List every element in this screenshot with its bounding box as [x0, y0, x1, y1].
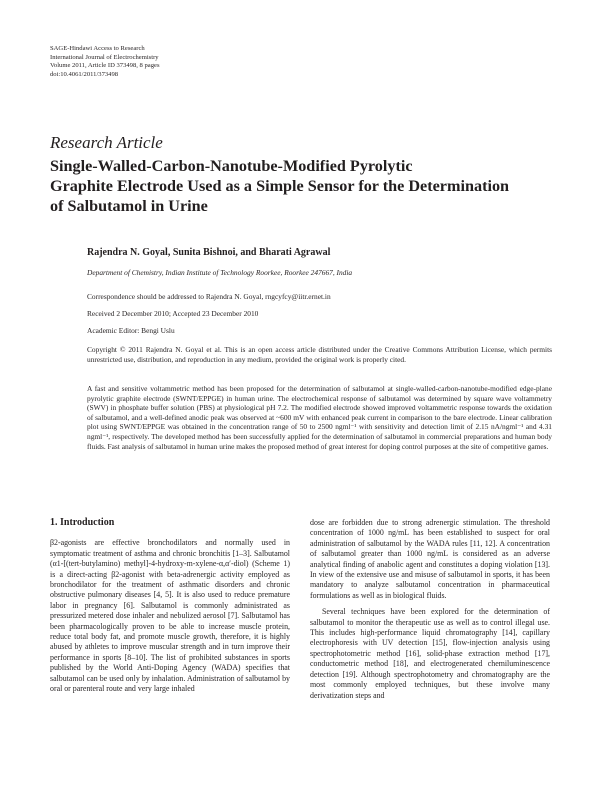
academic-editor: Academic Editor: Bengi Uslu — [87, 326, 175, 335]
copyright-notice: Copyright © 2011 Rajendra N. Goyal et al. This is an open access article distributed under the Creative Commons Attribution License, which permits unrestricted use, distribution, and reproduction in any medium, provided the original work is properly cited. — [87, 345, 552, 364]
header-journal: International Journal of Electrochemistry — [50, 53, 159, 61]
correspondence: Correspondence should be addressed to Rajendra N. Goyal, rngcyfcy@iitr.ernet.in — [87, 292, 331, 301]
header-publisher: SAGE-Hindawi Access to Research — [50, 45, 145, 52]
section-heading: 1. Introduction — [50, 517, 115, 528]
article-type-label: Research Article — [50, 133, 163, 152]
title-line: of Salbutamol in Urine — [50, 197, 208, 215]
right-column — [310, 518, 550, 701]
body-paragraph: dose are forbidden due to strong adrenergic stimulation. The threshold concentration of 1000 ng/mL has been established to suspect for oral administration of salbutamol by the WADA rules [11, 12]. A concentration of salbutamol greater than 1000 ng/mL is considered as an adverse analytical finding of anabolic agent and constitutes a doping violation [13]. In view of the extensive use and misuse of salbutamol in sports, it has been mandatory to analyze salbutamol concentration in pharmaceutical formulations as well as in biological fluids. — [310, 518, 550, 600]
article-title — [50, 156, 570, 216]
left-column — [50, 517, 290, 695]
title-line: Single-Walled-Carbon-Nanotube-Modified Pyrolytic — [50, 157, 413, 175]
body-paragraph: β2-agonists are effective bronchodilators and normally used in symptomatic treatment of asthma and chronic bronchitis [1–3]. Salbutamol (α1-[(tert-butylamino) methyl]-4-hydroxy-m-xylene-α,α′-diol) (Scheme 1) is a direct-acting β2-agonist with beta-adrenergic activity employed as bronchodilator for the treatment of asthmatic disorders and chronic obstructive pulmonary diseases [4, 5]. It is also used to reduce premature labor in pregnancy [6]. Salbutamol is commonly administrated as pressurized metered dose inhaler and nebulized aerosol [7]. Salbutamol has been pharmacologically proven to be able to increase muscle protein, reduce total body fat, and promote muscle growth, therefore, it is highly abused by athletes to improve muscular strength and in turn improve their performance in sports [8–10]. The list of prohibited substances in sports published by the World Anti-Doping Agency (WADA) specifies that salbutamol can be used only by inhalation. Administration of salbutamol by oral or parenteral route and very large inhaled — [50, 538, 290, 694]
affiliation: Department of Chemistry, Indian Institute of Technology Roorkee, Roorkee 247667, India — [87, 268, 353, 277]
body-paragraph: Several techniques have been explored for the determination of salbutamol to monitor the therapeutic use as well as to control illegal use. This includes high-performance liquid chromatography [14], capillary electrophoresis with UV detection [15], flow-injection analysis using spectrophotometric method [16], solid-phase extraction method [17], conductometric method [18], and electrogenerated chemiluminescence detection [19]. Although spectrophotometry and chromatography are the most commonly employed techniques, but these involve many derivatization steps and — [310, 607, 550, 700]
header-doi: doi:10.4061/2011/373498 — [50, 70, 119, 78]
abstract: A fast and sensitive voltammetric method has been proposed for the determination of salbutamol at single-walled-carbon-nanotube-modified edge-plane pyrolytic graphite electrode (SWNT/EPPGE) in human urine. The electrochemical response of salbutamol was determined by square wave voltammetry (SWV) in phosphate buffer solution (PBS) at physiological pH 7.2. The modified electrode showed improved voltammetric response towards the oxidation of salbutamol, and a well-defined anodic peak was observed at ~600 mV with enhanced peak current in comparison to the bare electrode. Linear calibration plot using SWNT/EPPGE was obtained in the concentration range of 50 to 2500 ngml⁻¹ with sensitivity and detection limit of 2.15 nA/ngml⁻¹ and 4.31 ngml⁻¹, respectively. The developed method has been successfully applied for the determination of salbutamol in commercial preparations and human body fluids. Fast analysis of salbutamol in human urine makes the proposed method of great interest for doping control purposes at the site of competitive games. — [87, 384, 552, 451]
author-list: Rajendra N. Goyal, Sunita Bishnoi, and Bharati Agrawal — [87, 247, 331, 258]
received-dates: Received 2 December 2010; Accepted 23 December 2010 — [87, 309, 259, 318]
header-volume: Volume 2011, Article ID 373498, 8 pages — [50, 62, 160, 70]
title-line: Graphite Electrode Used as a Simple Sensor for the Determination — [50, 177, 510, 195]
journal-header — [50, 45, 160, 79]
